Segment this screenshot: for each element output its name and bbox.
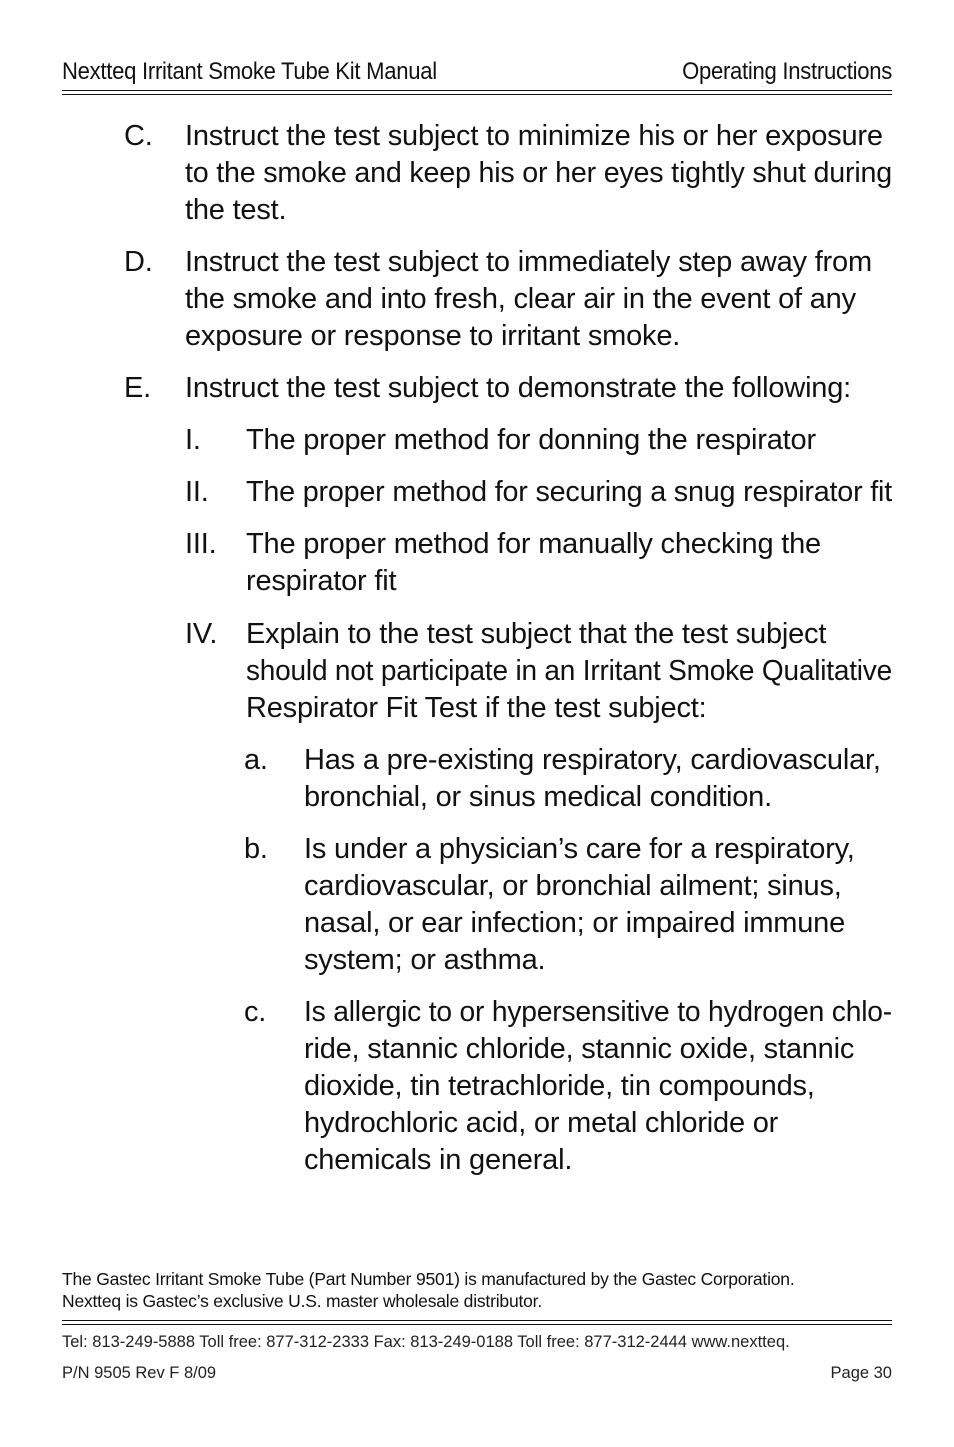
footnote-line: The Gastec Irritant Smoke Tube (Part Number 9501) is manufactured by the Gastec Corporation.	[62, 1269, 795, 1289]
item-line: Is under a physician’s care for a respiratory,	[304, 833, 855, 865]
item-marker: II.	[185, 476, 209, 508]
page-number: Page 30	[830, 1364, 892, 1382]
item-marker: IV.	[185, 618, 218, 650]
item-line: Instruct the test subject to demonstrate the following:	[185, 372, 852, 404]
item-marker: c.	[244, 996, 267, 1028]
item-line: ride, stannic chloride, stannic oxide, stannic	[304, 1033, 855, 1065]
item-line: The proper method for manually checking the	[246, 528, 821, 560]
item-marker: a.	[244, 744, 268, 776]
header-section: Operating Instructions	[682, 58, 892, 85]
footer-rule-top	[62, 1320, 892, 1321]
part-number: P/N 9505 Rev F 8/09	[62, 1364, 217, 1382]
item-marker: E.	[124, 372, 151, 404]
item-line: system; or asthma.	[304, 944, 546, 976]
item-line: cardiovascular, or bronchial ailment; sinus,	[304, 870, 842, 902]
item-line: dioxide, tin tetrachloride, tin compounds,	[304, 1070, 815, 1102]
item-line: Instruct the test subject to immediately step away from	[185, 246, 872, 278]
item-marker: b.	[244, 833, 268, 865]
item-line: should not participate in an Irritant Smoke Qualitative	[246, 655, 892, 687]
item-line: the smoke and into fresh, clear air in the event of any	[185, 283, 856, 315]
item-line: hydrochloric acid, or metal chloride or	[304, 1107, 779, 1139]
item-line: The proper method for donning the respirator	[246, 424, 816, 456]
item-line: nasal, or ear infection; or impaired immune	[304, 907, 846, 939]
item-line: Respirator Fit Test if the test subject:	[246, 692, 707, 724]
item-line: respirator fit	[246, 565, 397, 597]
item-marker: III.	[185, 528, 217, 560]
item-line: bronchial, or sinus medical condition.	[304, 781, 772, 813]
item-marker: C.	[124, 120, 153, 152]
header-title: Nextteq Irritant Smoke Tube Kit Manual	[62, 58, 437, 85]
item-line: the test.	[185, 194, 287, 226]
page-header	[62, 58, 892, 86]
item-line: exposure or response to irritant smoke.	[185, 320, 681, 352]
item-line: chemicals in general.	[304, 1144, 573, 1176]
footer-rule-bottom	[62, 1324, 892, 1325]
item-line: The proper method for securing a snug respirator fit	[246, 476, 892, 508]
footnote	[62, 1268, 795, 1312]
footnote-line: Nextteq is Gastec’s exclusive U.S. master wholesale distributor.	[62, 1291, 542, 1311]
item-line: to the smoke and keep his or her eyes tightly shut during	[185, 157, 892, 189]
contact-line: Tel: 813-249-5888 Toll free: 877-312-2333 Fax: 813-249-0188 Toll free: 877-312-2444 www.nextteq.	[62, 1333, 790, 1351]
header-rule-bottom	[62, 94, 892, 95]
item-line: Has a pre-existing respiratory, cardiovascular,	[304, 744, 881, 776]
header-rule-top	[62, 90, 892, 91]
item-line: Explain to the test subject that the test subject	[246, 618, 827, 650]
item-line: Is allergic to or hypersensitive to hydrogen chlo-	[304, 996, 892, 1028]
item-marker: I.	[185, 424, 201, 456]
item-line: Instruct the test subject to minimize his or her exposure	[185, 120, 883, 152]
item-marker: D.	[124, 246, 153, 278]
